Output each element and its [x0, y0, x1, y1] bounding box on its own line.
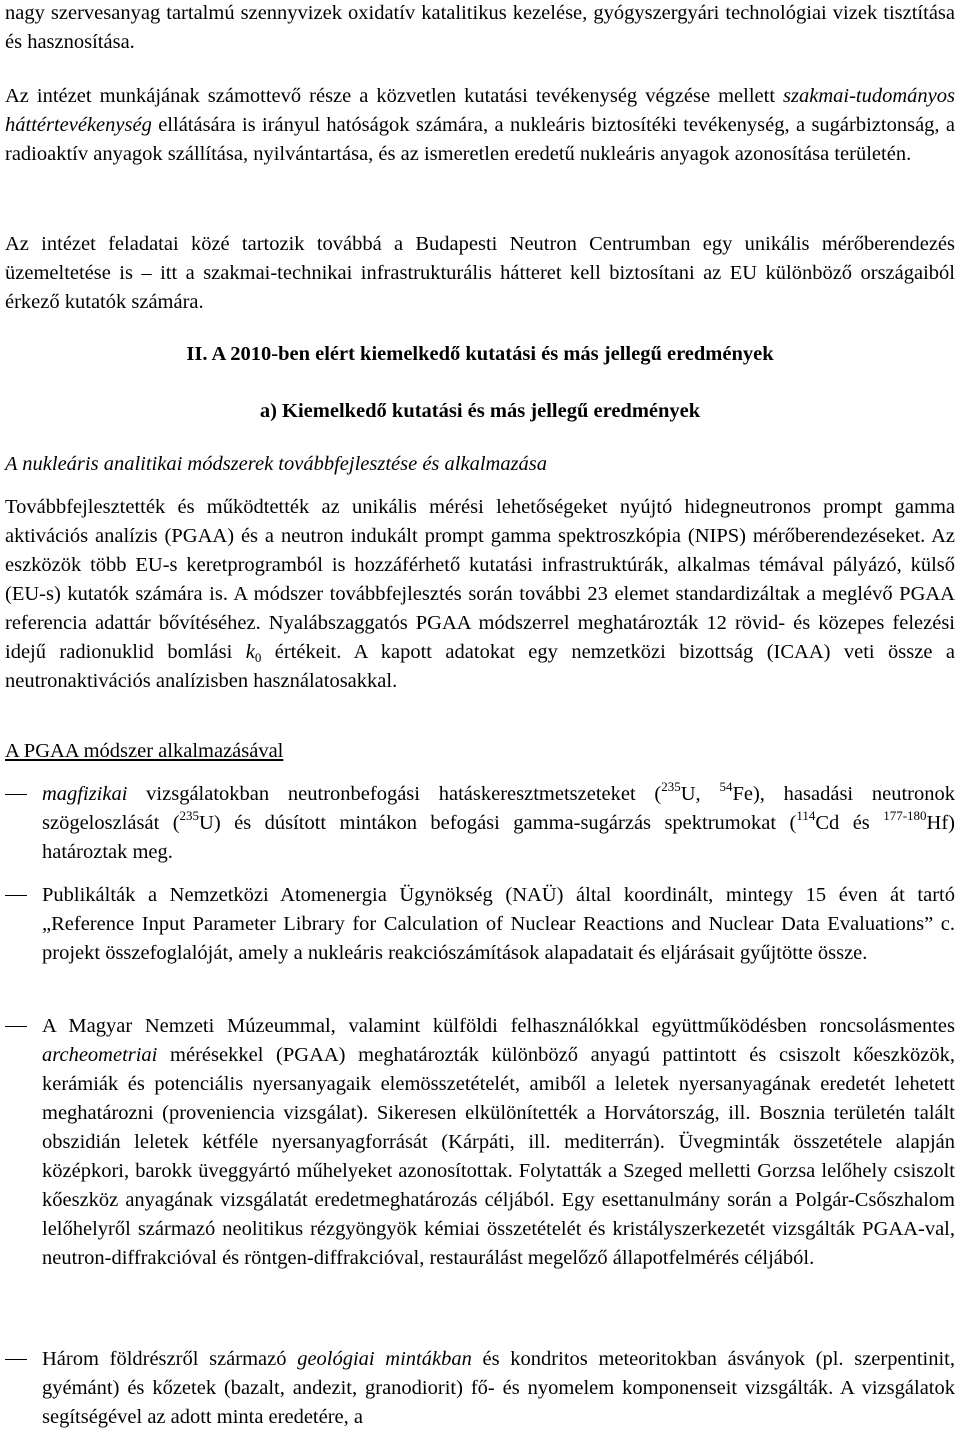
emphasis-text: archeometriai: [42, 1044, 158, 1066]
superscript: 54: [719, 779, 733, 794]
list-item-text: Publikálták a Nemzetközi Atomenergia Ügynökség (NAÜ) által koordinált, mintegy 15 éven át tartó „Reference Input Parameter Library for Calculation of Nuclear Reactions and Nuclear Data Evaluations” c. projekt összefoglalóját, amely a nukleáris reakciószámítások alapadatait és eljárásait gyűjtötte össze.: [42, 884, 955, 964]
list-item-text: [42, 780, 955, 867]
text-run: A Magyar Nemzeti Múzeummal, valamint külföldi felhasználókkal együttműködésben roncsolásmentes: [42, 1015, 955, 1037]
superscript: 235: [179, 808, 200, 823]
paragraph-pgaa-development: [5, 493, 955, 696]
text-run: és kondritos meteoritokban ásványok (pl. szerpentinit, gyémánt) és kőzetek (bazalt, andezit, granodiorit) fő- és nyomelem komponenseit vizsgálták. A vizsgálatok segítségével az adott minta eredetére, a: [42, 1348, 955, 1428]
dash-bullet: [5, 1359, 27, 1360]
superscript: 114: [796, 808, 816, 823]
text-run: ellátására is irányul hatóságok számára, a nukleáris biztosítéki tevékenység, a sugárbiztonság, a radioaktív anyagok szállítása, nyilvántartása, és az ismeretlen eredetű nukleáris anyagok azonosítása területén.: [5, 114, 955, 165]
list-item-text: [42, 1345, 955, 1432]
list-intro: A PGAA módszer alkalmazásával: [5, 740, 284, 762]
list-item-nuclear-physics: [5, 780, 955, 867]
dash-bullet: [5, 794, 27, 795]
paragraph-neutron-centre: Az intézet feladatai közé tartozik továbbá a Budapesti Neutron Centrumban egy unikális mérőberendezés üzemeltetése is – itt a szakmai-technikai infrastrukturális hátteret kell biztosítani az EU különböző országaiból érkező kutatók számára.: [5, 233, 955, 313]
section-heading: II. A 2010-ben elért kiemelkedő kutatási és más jellegű eredmények: [186, 343, 774, 365]
symbol-k: k: [245, 641, 255, 663]
topic-title: A nukleáris analitikai módszerek továbbfejlesztése és alkalmazása: [5, 453, 548, 475]
text-run: U) és dúsított mintákon befogási gamma-sugárzás spektrumokat (: [199, 812, 797, 834]
list-item-geology: [5, 1345, 955, 1432]
paragraph-intro-continued: nagy szervesanyag tartalmú szennyvizek oxidatív katalitikus kezelése, gyógyszergyári technológiai vizek tisztítása és hasznosítása.: [5, 2, 955, 53]
text-run: értékeit. A kapott adatokat egy nemzetközi bizottság (ICAA) veti össze a neutronaktivációs analízisben használatosakkal.: [5, 641, 955, 692]
text-run: mérésekkel (PGAA) meghatározták különböző anyagú pattintott és csiszolt kőeszközök, kerámiák és potenciális nyersanyagaik elemösszetételét, amiből a leletek nyersanyagának eredetét lehetett meghatározni (proveniencia vizsgálat). Sikeresen elkülönítették a Horvátország, ill. Bosznia területén talált obszidián leletek kétféle nyersanyagforrását (Kárpáti, ill. mediterrán). Üvegminták összetétele alapján középkori, barokk üveggyártó műhelyeket azonosítottak. Folytatták a Szeged melletti Gorzsa lelőhely csiszolt kőeszköz anyagának vizsgálatát eredetmeghatározás céljából. Egy esettanulmány során a Polgár-Csőszhalom lelőhelyről származó neolitikus rézgyöngyök kémiai összetételét és kristályszerkezetét vizsgálták PGAA-val, neutron-diffrakcióval és röntgen-diffrakcióval, restaurálást megelőző állapotfelmérés céljából.: [42, 1044, 955, 1269]
list-item-text: [42, 1012, 955, 1273]
paragraph-background-activity: [5, 82, 955, 169]
text-run: Továbbfejlesztették és működtették az unikális mérési lehetőségeket nyújtó hidegneutronos prompt gamma aktivációs analízis (PGAA) és a neutron indukált prompt gamma spektroszkópia (NIPS) mérőberendezéseket. Az eszközök több EU-s keretprogramból is hozzáférhető kutatási infrastruktúrák, alkalmas témával pályázó, külső (EU-s) kutatók számára is. A módszer továbbfejlesztés során további 23 elemet standardizáltak a meglévő PGAA referencia adattár bővítéséhez. Nyalábszaggatós PGAA módszerrel meghatározták 12 rövid- és közepes felezési idejű radionuklid bomlási: [5, 496, 955, 663]
text-run: U,: [680, 783, 720, 805]
text-run: Fe), hasadási neutronok szögeloszlását (: [42, 783, 955, 834]
emphasis-text: magfizikai: [42, 783, 128, 805]
text-run: Hf) határoztak meg.: [42, 812, 956, 863]
dash-bullet: [5, 895, 27, 896]
emphasis-text: szakmai-tudományos háttértevékenység: [5, 85, 955, 136]
text-run: Az intézet munkájának számottevő része a közvetlen kutatási tevékenység végzése mellett: [5, 85, 784, 107]
text-run: Cd és: [815, 812, 884, 834]
dash-bullet: [5, 1026, 27, 1027]
list-item-iaea-publication: [5, 881, 955, 968]
text-run: Három földrészről származó: [42, 1348, 298, 1370]
list-item-archaeometry: [5, 1012, 955, 1273]
text-run: vizsgálatokban neutronbefogási hatáskeresztmetszeteket (: [127, 783, 662, 805]
superscript: 177-180: [883, 808, 927, 823]
emphasis-text: geológiai mintákban: [297, 1348, 472, 1370]
subscript: 0: [254, 650, 262, 665]
superscript: 235: [661, 779, 681, 794]
subsection-heading: a) Kiemelkedő kutatási és más jellegű eredmények: [259, 400, 701, 422]
